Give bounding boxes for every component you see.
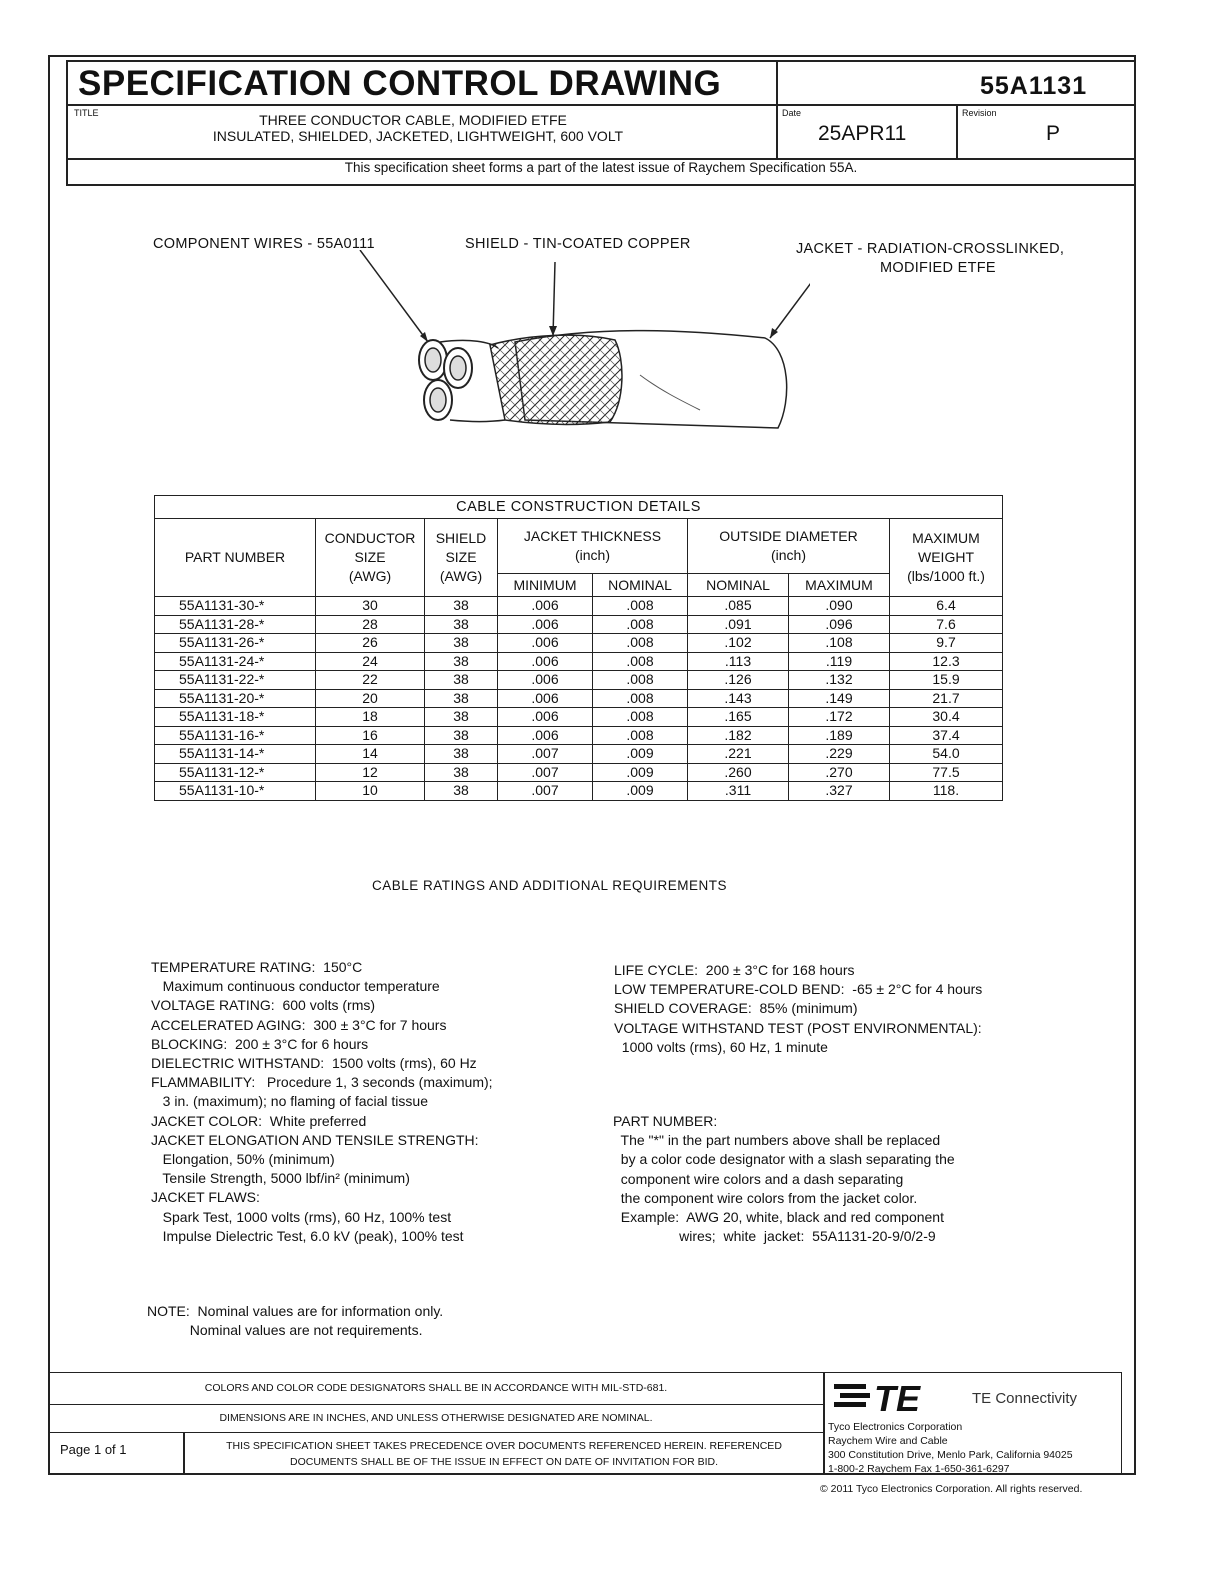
ratings-left-column [151,958,493,1246]
rating-line: FLAMMABILITY: Procedure 1, 3 seconds (maximum); [151,1074,493,1091]
label-shield: SHIELD - TIN-COATED COPPER [465,236,691,252]
rating-line: JACKET ELONGATION AND TENSILE STRENGTH: [151,1131,479,1148]
rating-line: TEMPERATURE RATING: 150°C [151,959,363,975]
table-cell: 38 [425,671,498,690]
colors-note: COLORS AND COLOR CODE DESIGNATORS SHALL BE IN ACCORDANCE WITH MIL-STD-681. [204,1382,668,1394]
table-cell: 38 [425,745,498,764]
rating-line: Elongation, 50% (minimum) [151,1151,335,1168]
table-cell: .006 [498,708,593,727]
table-cell: .143 [688,689,789,708]
part-number-cell: 55A1131-30-* [155,597,316,616]
revision-label: Revision [962,108,997,118]
table-cell: .091 [688,615,789,634]
col-shield-size: SHIELD SIZE (AWG) [425,519,498,597]
shield-braid-shape [490,335,622,424]
part-number-cell: 55A1131-14-* [155,745,316,764]
label-jacket-2: MODIFIED ETFE [880,260,996,276]
table-cell: 54.0 [890,745,1003,764]
document-type-title: SPECIFICATION CONTROL DRAWING [78,64,722,103]
table-cell: 37.4 [890,726,1003,745]
table-cell: .090 [789,597,890,616]
table-row [155,652,1003,671]
part-number-line: wires; white jacket: 55A1131-20-9/0/2-9 [613,1228,936,1245]
rating-line: Maximum continuous conductor temperature [151,978,440,995]
brand-name: TE Connectivity [972,1390,1078,1407]
table-cell: .009 [593,763,688,782]
table-cell: .008 [593,671,688,690]
table-cell: .113 [688,652,789,671]
table-cell: .008 [593,689,688,708]
table-cell: .006 [498,689,593,708]
table-cell: .229 [789,745,890,764]
rating-line: Impulse Dielectric Test, 6.0 kV (peak), 100% test [151,1227,464,1244]
part-number-line: component wire colors and a dash separating [613,1170,904,1187]
te-logo-text: TE [874,1380,921,1416]
table-cell: .009 [593,782,688,801]
table-cell: 38 [425,763,498,782]
table-cell: 38 [425,652,498,671]
rating-line: VOLTAGE WITHSTAND TEST (POST ENVIRONMENTAL): [614,1019,982,1036]
table-cell: 24 [316,652,425,671]
table-cell: .008 [593,634,688,653]
table-cell: .008 [593,708,688,727]
corporation-line: 300 Constitution Drive, Menlo Park, California 94025 [828,1449,1073,1461]
table-cell: 10 [316,782,425,801]
leader-wires [360,250,428,342]
table-cell: 16 [316,726,425,745]
table-cell: 14 [316,745,425,764]
cable-cutaway-illustration [340,250,810,460]
rating-line: LOW TEMPERATURE-COLD BEND: -65 ± 2°C for 4 hours [614,981,983,998]
label-jacket-1: JACKET - RADIATION-CROSSLINKED, [796,241,1065,257]
col-jacket-nominal: NOMINAL [593,574,688,597]
part-number-cell: 55A1131-28-* [155,615,316,634]
rating-line: BLOCKING: 200 ± 3°C for 6 hours [151,1035,369,1052]
table-row [155,634,1003,653]
table-row [155,708,1003,727]
table-cell: .149 [789,689,890,708]
corporation-address [828,1420,1073,1476]
part-number-cell: 55A1131-12-* [155,763,316,782]
part-number-line: Example: AWG 20, white, black and red component [613,1209,944,1226]
table-cell: 38 [425,615,498,634]
col-jacket-minimum: MINIMUM [498,574,593,597]
table-cell: 20 [316,689,425,708]
table-cell: 26 [316,634,425,653]
dimensions-note: DIMENSIONS ARE IN INCHES, AND UNLESS OTHERWISE DESIGNATED ARE NOMINAL. [219,1412,653,1424]
note-line: Nominal values are not requirements. [147,1322,423,1339]
title-line-1: THREE CONDUCTOR CABLE, MODIFIED ETFE [259,112,567,128]
table-cell: .008 [593,597,688,616]
note-block [147,1302,443,1340]
document-number: 55A1131 [980,72,1088,100]
title-line-2: INSULATED, SHIELDED, JACKETED, LIGHTWEIGHT, 600 VOLT [212,128,624,144]
table-cell: .008 [593,726,688,745]
col-outside-diameter: OUTSIDE DIAMETER (inch) [688,519,890,574]
table-cell: .221 [688,745,789,764]
table-cell: 38 [425,726,498,745]
date-value: 25APR11 [818,122,907,145]
title-label: TITLE [74,108,99,118]
rating-line: 3 in. (maximum); no flaming of facial tissue [151,1093,428,1110]
table-cell: .108 [789,634,890,653]
table-row [155,745,1003,764]
table-row [155,597,1003,616]
col-part-number: PART NUMBER [155,519,316,597]
table-row [155,726,1003,745]
title-block [66,60,1136,186]
col-od-maximum: MAXIMUM [789,574,890,597]
table-cell: .006 [498,652,593,671]
rating-line: DIELECTRIC WITHSTAND: 1500 volts (rms), 60 Hz [151,1055,477,1072]
table-cell: .006 [498,597,593,616]
table-cell: .008 [593,615,688,634]
rating-line: Spark Test, 1000 volts (rms), 60 Hz, 100% test [151,1208,452,1225]
table-caption: CABLE CONSTRUCTION DETAILS [155,496,1003,519]
table-cell: 38 [425,597,498,616]
part-number-cell: 55A1131-16-* [155,726,316,745]
precedence-line-1: THIS SPECIFICATION SHEET TAKES PRECEDENCE OVER DOCUMENTS REFERENCED HEREIN. REFERENCED [226,1440,782,1452]
table-cell: 21.7 [890,689,1003,708]
table-cell: 9.7 [890,634,1003,653]
table-cell: .006 [498,615,593,634]
part-number-line: by a color code designator with a slash separating the [613,1151,955,1168]
table-cell: .085 [688,597,789,616]
footer-block [48,1372,1122,1474]
part-number-cell: 55A1131-24-* [155,652,316,671]
table-cell: .126 [688,671,789,690]
table-cell: .008 [593,652,688,671]
table-cell: 38 [425,689,498,708]
table-cell: .327 [789,782,890,801]
table-cell: 12.3 [890,652,1003,671]
table-cell: .270 [789,763,890,782]
precedence-line-2: DOCUMENTS SHALL BE OF THE ISSUE IN EFFECT ON DATE OF INVITATION FOR BID. [289,1456,719,1468]
corporation-line: Raychem Wire and Cable [828,1435,948,1447]
table-cell: 77.5 [890,763,1003,782]
col-conductor-size: CONDUCTOR SIZE (AWG) [316,519,425,597]
table-cell: .182 [688,726,789,745]
label-component-wires: COMPONENT WIRES - 55A0111 [153,236,375,252]
rating-line: 1000 volts (rms), 60 Hz, 1 minute [614,1038,828,1055]
sheet-statement: This specification sheet forms a part of the latest issue of Raychem Specification 55A. [344,160,858,175]
part-number-cell: 55A1131-20-* [155,689,316,708]
table-row [155,689,1003,708]
table-cell: .007 [498,745,593,764]
part-number-line: The "*" in the part numbers above shall be replaced [613,1132,941,1149]
part-number-line: PART NUMBER: [613,1113,718,1129]
table-cell: .172 [789,708,890,727]
table-cell: 15.9 [890,671,1003,690]
note-line: NOTE: Nominal values are for information only. [147,1303,444,1319]
revision-value: P [1046,122,1061,145]
rating-line: VOLTAGE RATING: 600 volts (rms) [151,997,376,1014]
table-cell: .132 [789,671,890,690]
table-cell: .165 [688,708,789,727]
ratings-heading: CABLE RATINGS AND ADDITIONAL REQUIREMENTS [372,878,728,893]
table-row [155,763,1003,782]
rating-line: SHIELD COVERAGE: 85% (minimum) [614,1000,858,1017]
rating-line: JACKET COLOR: White preferred [151,1112,367,1129]
table-cell: .006 [498,726,593,745]
table-cell: .311 [688,782,789,801]
table-cell: 6.4 [890,597,1003,616]
table-cell: .006 [498,671,593,690]
table-cell: 7.6 [890,615,1003,634]
corporation-line: 1-800-2 Raychem Fax 1-650-361-6297 [828,1463,1010,1475]
table-cell: 18 [316,708,425,727]
table-cell: 38 [425,708,498,727]
copyright: © 2011 Tyco Electronics Corporation. All rights reserved. [820,1483,1083,1495]
part-number-line: the component wire colors from the jacket color. [613,1189,918,1206]
te-logo [834,1380,964,1421]
table-cell: .096 [789,615,890,634]
table-cell: .102 [688,634,789,653]
table-cell: .189 [789,726,890,745]
table-cell: .260 [688,763,789,782]
table-cell: .007 [498,782,593,801]
table-row [155,671,1003,690]
table-cell: .006 [498,634,593,653]
table-cell: 38 [425,782,498,801]
corporation-line: Tyco Electronics Corporation [828,1421,963,1433]
part-number-cell: 55A1131-26-* [155,634,316,653]
table-cell: .009 [593,745,688,764]
leader-shield [553,262,555,336]
table-cell: 12 [316,763,425,782]
cable-construction-table [154,495,1003,801]
ratings-right-column [614,961,982,1057]
table-cell: .007 [498,763,593,782]
table-row [155,782,1003,801]
table-cell: 30.4 [890,708,1003,727]
col-od-nominal: NOMINAL [688,574,789,597]
part-number-cell: 55A1131-18-* [155,708,316,727]
table-row [155,615,1003,634]
table-cell: 22 [316,671,425,690]
page-indicator: Page 1 of 1 [60,1442,127,1457]
part-number-explanation [613,1112,955,1246]
table-cell: .119 [789,652,890,671]
leader-jacket [770,260,810,338]
part-number-cell: 55A1131-10-* [155,782,316,801]
date-label: Date [782,108,802,118]
rating-line: Tensile Strength, 5000 lbf/in² (minimum) [151,1170,410,1187]
rating-line: LIFE CYCLE: 200 ± 3°C for 168 hours [614,962,855,978]
table-cell: 38 [425,634,498,653]
table-cell: 28 [316,615,425,634]
rating-line: ACCELERATED AGING: 300 ± 3°C for 7 hours [151,1016,447,1033]
col-maximum-weight: MAXIMUM WEIGHT (lbs/1000 ft.) [890,519,1003,597]
part-number-cell: 55A1131-22-* [155,671,316,690]
table-cell: 30 [316,597,425,616]
col-jacket-thickness: JACKET THICKNESS (inch) [498,519,688,574]
table-cell: 118. [890,782,1003,801]
rating-line: JACKET FLAWS: [151,1189,260,1206]
